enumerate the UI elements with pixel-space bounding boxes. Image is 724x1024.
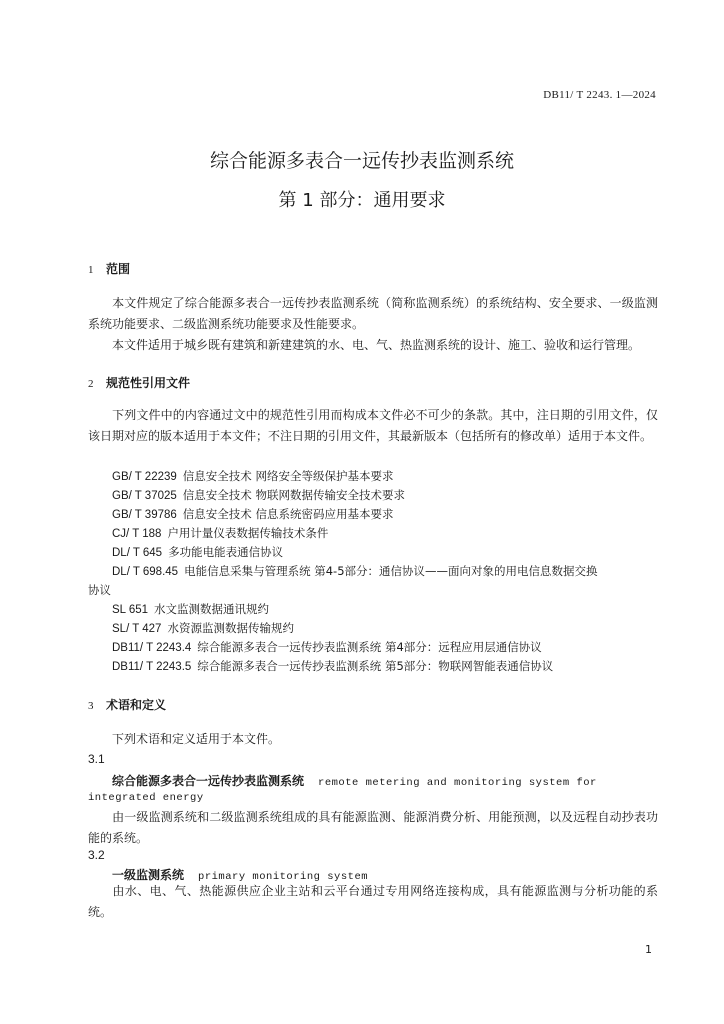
reference-title: 信息安全技术 网络安全等级保护基本要求 xyxy=(182,469,394,483)
term-definition: 由水、电、气、热能源供应企业主站和云平台通过专用网络连接构成，具有能源监测与分析功能的系统。 xyxy=(88,884,658,919)
reference-item xyxy=(112,563,598,579)
term-number: 3.2 xyxy=(88,848,105,862)
reference-title: 信息安全技术 信息系统密码应用基本要求 xyxy=(182,507,394,521)
page-number: 1 xyxy=(645,943,652,956)
standard-number: DB11/ T 2243. 1—2024 xyxy=(543,89,656,101)
section-title: 术语和定义 xyxy=(106,698,167,712)
section-number: 2 xyxy=(88,378,94,390)
reference-code: CJ/ T 188 xyxy=(112,528,162,540)
reference-code: DL/ T 645 xyxy=(112,547,163,559)
reference-code: GB/ T 39786 xyxy=(112,509,177,521)
reference-code: DB11/ T 2243.5 xyxy=(112,661,192,673)
reference-title: 电能信息采集与管理系统 第4-5部分：通信协议——面向对象的用电信息数据交换 xyxy=(184,564,598,578)
reference-title: 多功能电能表通信协议 xyxy=(168,545,284,559)
section-heading-3 xyxy=(88,696,166,713)
reference-item xyxy=(112,639,542,655)
term-entry xyxy=(112,772,597,789)
section-number: 1 xyxy=(88,264,94,276)
section-number: 3 xyxy=(88,700,94,712)
reference-item xyxy=(112,487,405,503)
reference-code: SL 651 xyxy=(112,604,149,616)
term-en-continuation: integrated energy xyxy=(88,792,204,804)
term-definition: 由一级监测系统和二级监测系统组成的具有能源监测、能源消费分析、用能预测，以及远程自动抄表功能的系统。 xyxy=(88,810,658,845)
document-title: 综合能源多表合一远传抄表监测系统 xyxy=(209,150,514,172)
document-part-title: 第 1 部分：通用要求 xyxy=(278,190,446,211)
reference-code: DB11/ T 2243.4 xyxy=(112,642,192,654)
reference-item xyxy=(112,525,328,541)
reference-title: 水资源监测数据传输规约 xyxy=(167,621,294,635)
term-zh: 一级监测系统 xyxy=(112,868,185,882)
term-number: 3.1 xyxy=(88,752,105,766)
reference-title: 户用计量仪表数据传输技术条件 xyxy=(167,526,329,540)
reference-item xyxy=(112,544,283,560)
reference-title: 综合能源多表合一远传抄表监测系统 第5部分：物联网智能表通信协议 xyxy=(197,659,554,673)
reference-title: 水文监测数据通讯规约 xyxy=(154,602,270,616)
reference-code: DL/ T 698.45 xyxy=(112,566,179,578)
term-en: remote metering and monitoring system for xyxy=(318,777,597,789)
reference-title: 综合能源多表合一远传抄表监测系统 第4部分：远程应用层通信协议 xyxy=(197,640,542,654)
reference-item xyxy=(112,658,553,674)
paragraph: 本文件适用于城乡既有建筑和新建建筑的水、电、气、热监测系统的设计、施工、验收和运行管理。 xyxy=(112,338,641,352)
paragraph: 下列术语和定义适用于本文件。 xyxy=(112,732,281,746)
reference-item xyxy=(112,468,393,484)
term-zh: 综合能源多表合一远传抄表监测系统 xyxy=(112,774,305,788)
section-heading-1 xyxy=(88,260,130,277)
reference-code: SL/ T 427 xyxy=(112,623,162,635)
reference-item xyxy=(112,506,393,522)
reference-title: 信息安全技术 物联网数据传输安全技术要求 xyxy=(182,488,405,502)
section-title: 范围 xyxy=(106,262,131,276)
section-title: 规范性引用文件 xyxy=(106,376,191,390)
reference-item-continuation: 协议 xyxy=(88,583,111,597)
reference-item xyxy=(112,620,294,636)
reference-code: GB/ T 37025 xyxy=(112,490,177,502)
paragraph: 本文件规定了综合能源多表合一远传抄表监测系统（简称监测系统）的系统结构、安全要求、一级监测系统功能要求、二级监测系统功能要求及性能要求。 xyxy=(88,296,658,331)
reference-code: GB/ T 22239 xyxy=(112,471,177,483)
section-heading-2 xyxy=(88,374,190,391)
paragraph: 下列文件中的内容通过文中的规范性引用而构成本文件必不可少的条款。其中，注日期的引用文件，仅该日期对应的版本适用于本文件；不注日期的引用文件，其最新版本（包括所有的修改单）适用于本文件。 xyxy=(88,408,658,443)
reference-item xyxy=(112,601,269,617)
term-en: primary monitoring system xyxy=(198,871,369,883)
